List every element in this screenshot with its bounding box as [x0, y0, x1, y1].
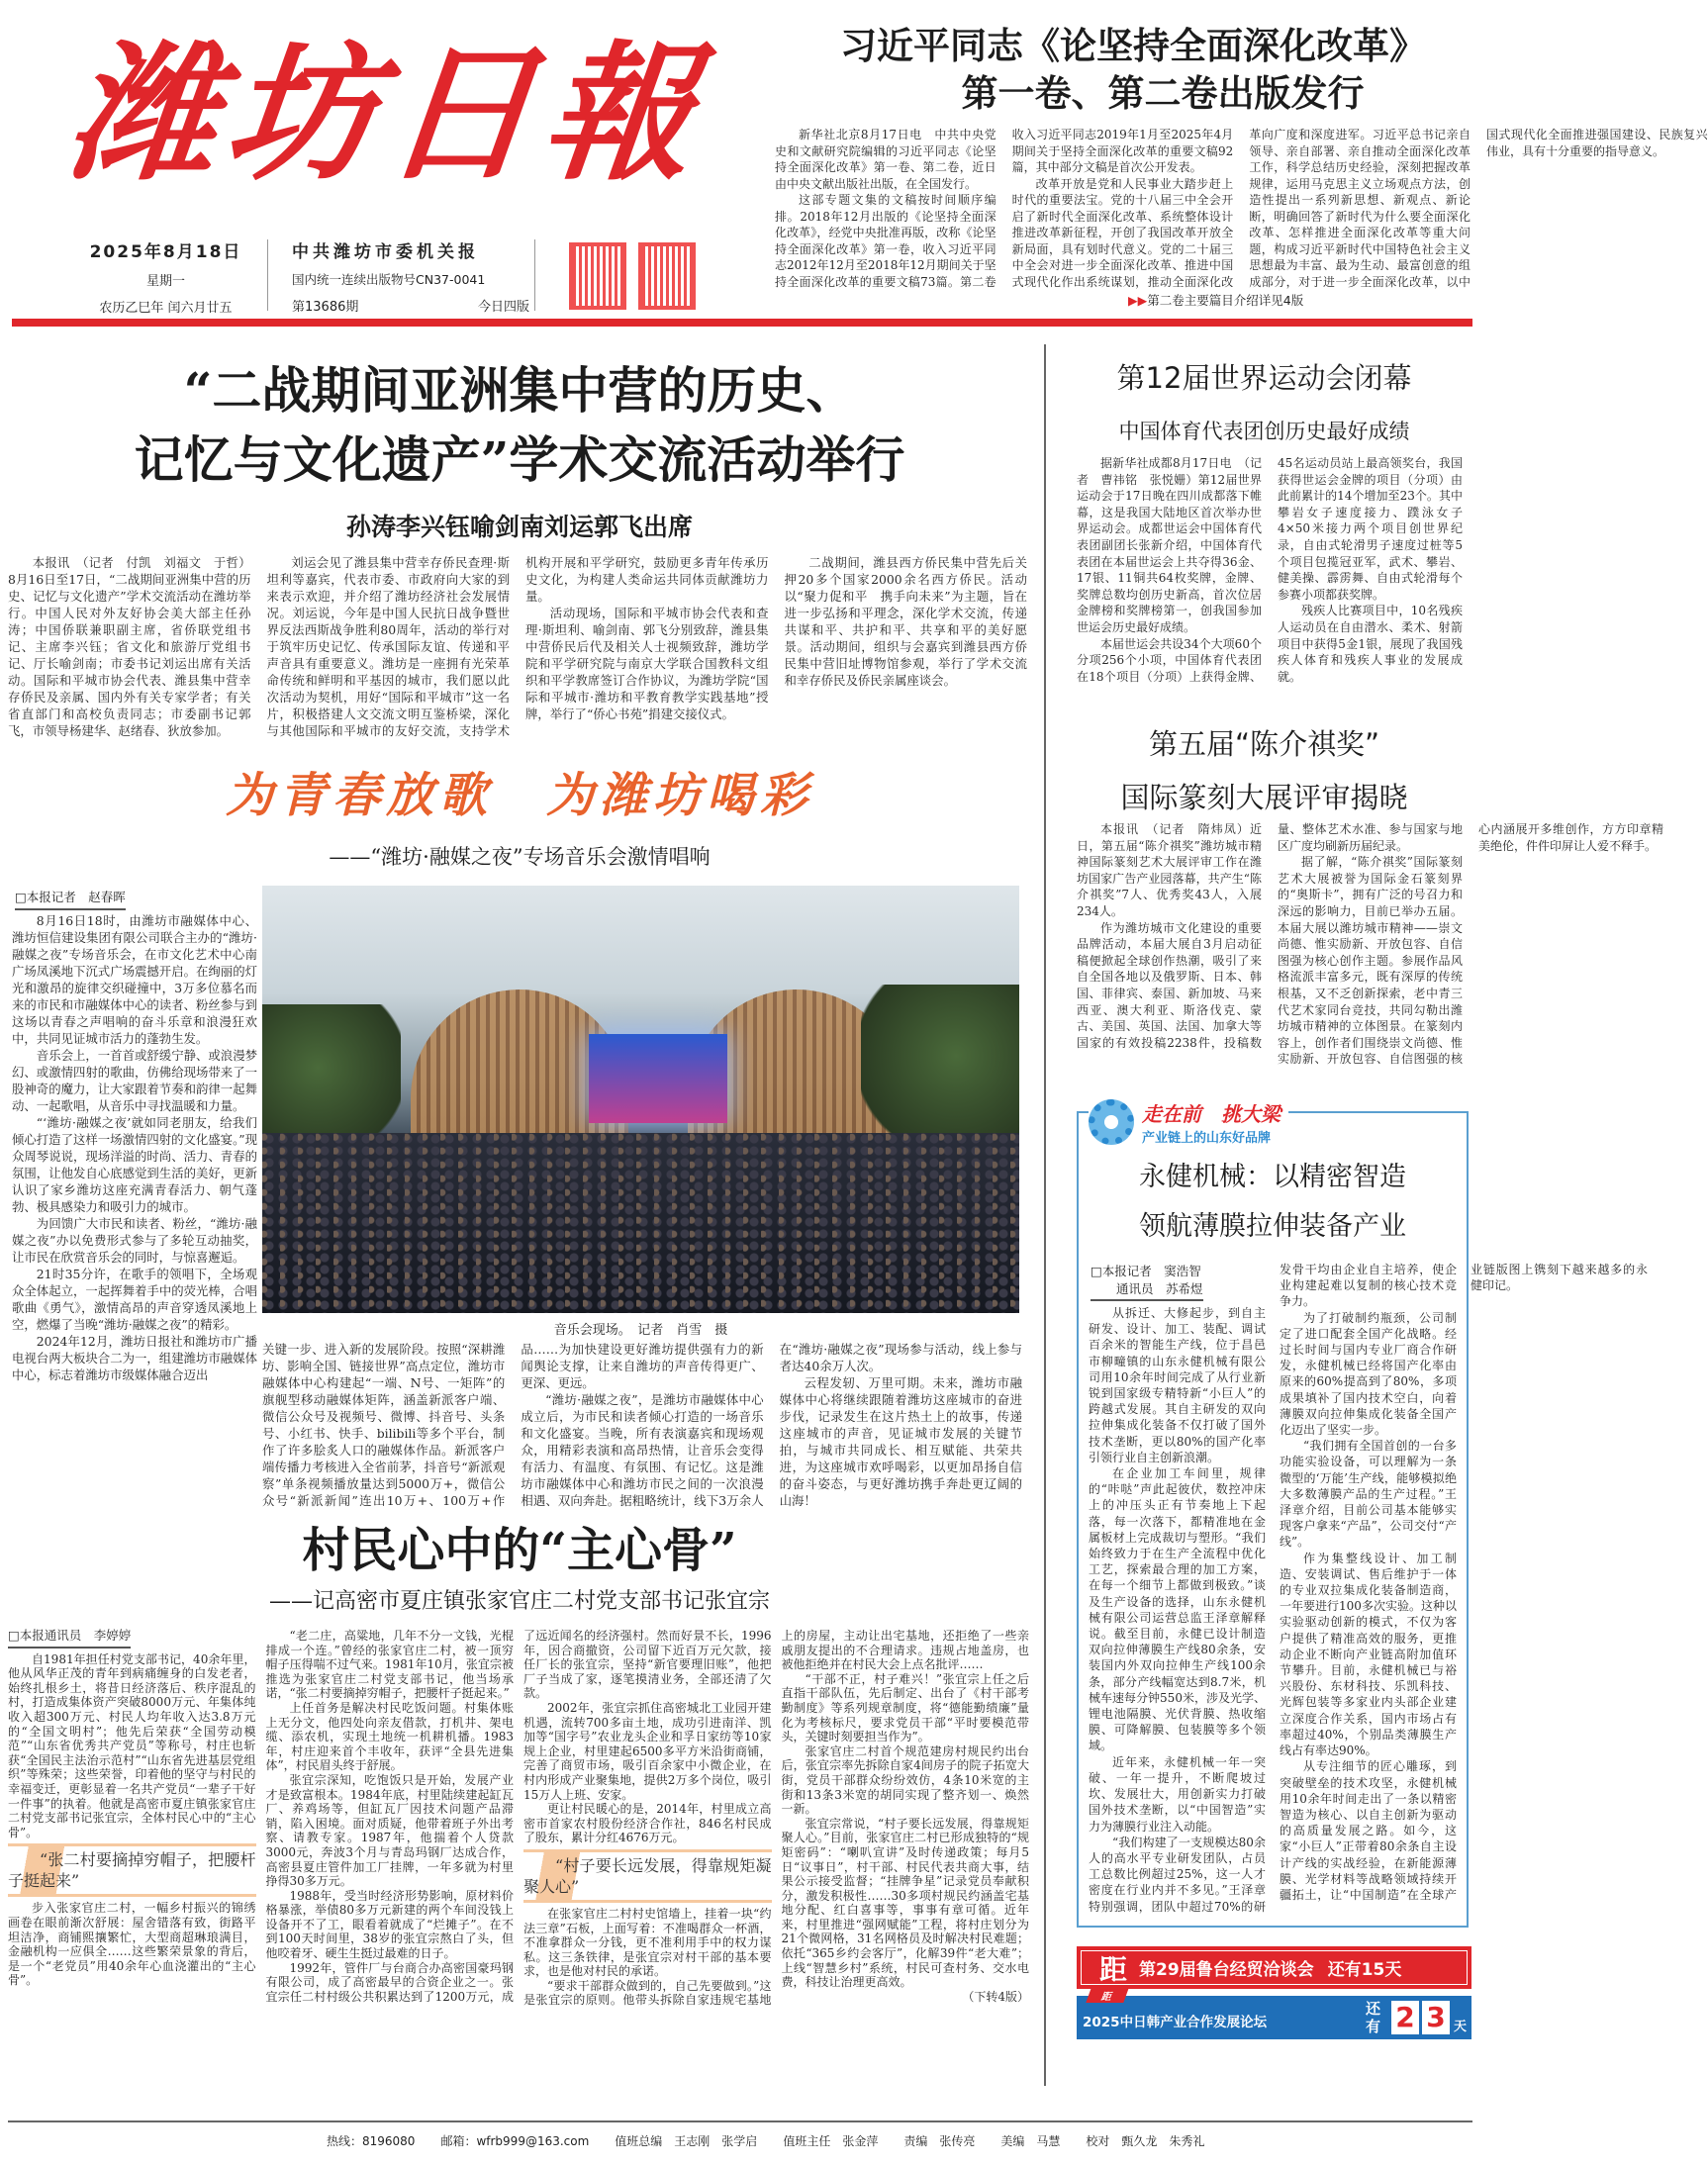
paragraph: 2002年，张宜宗抓住高密城北工业园开建机遇，流转700多亩土地，成功引进南洋、凯加等“国字号”农业龙头企业和孚日家纺等10家规上企业，村里建起6500多平方米沿街商铺，完善了商贸市场，吸引百余家中小微企业，在村内形成产业聚集地，提供2万多个岗位，吸引15万人上班、安家。	[523, 1700, 772, 1802]
byline: □本报通讯员 李婷婷	[8, 1629, 131, 1649]
paragraph: 关键一步、进入新的发展阶段。按照“深耕潍坊、影响全国、链接世界”高点定位，潍坊市融媒体中心构建起“一端、N号、一矩阵”的旗舰型移动融媒体矩阵，涵盖新派客户端、微信公众号及视频号、微博、抖音号、头条号、小红书、快手、bilibili等多个平台，制作了许多脍炙人口的融媒体作品。新派客户端传播力考核进入全省前茅，抖音号“新派观察”单条视频播放量达到5000万+，微信公众号“新派新闻”连出10万+、100万+作品……为加快建设更好潍坊提供强有力的新闻舆论支撑，让来自潍坊的声音传得更广、更深、更远。	[262, 1342, 764, 1508]
designer: 美编 马慧	[1000, 2134, 1061, 2148]
world-games-subhead: 中国体育代表团创历史最好成绩	[1118, 420, 1410, 443]
paragraph: “‘潍坊·融媒之夜’就如同老朋友，给我们倾心打造了这样一场激情四射的文化盛宴。”现众周琴说说，现场洋溢的时尚、活力、青春的氛围，让他发自心底感觉到生活的美好，更新认识了家乡潍坊这座充满青春活力、朝气蓬勃、极具感染力和吸引力的城市。	[12, 1115, 257, 1214]
paragraph: 2024年12月，潍坊日报社和潍坊市广播电视台两大板块合二为一，组建潍坊市融媒体中心，标志着潍坊市级媒体融合迈出	[12, 1334, 257, 1382]
column-title: 走在前 挑大梁	[1142, 1102, 1281, 1126]
paragraph: “要求干部群众做到的，自己先要做到。”这是张宜宗的原则。他带头拆除自家违规宅基地上的房屋，主动让出宅基地，还拒绝了一些亲戚朋友提出的不合理请求。违规占地盖房，也被他拒绝并在村民大会上点名批评……	[523, 1629, 1029, 2008]
concert-subhead: ——“潍坊·融媒之夜”专场音乐会激情唱响	[329, 845, 711, 869]
headline-line: 领航薄膜拉伸装备产业	[1139, 1211, 1406, 1242]
paragraph: 21时35分许，在歌手的领唱下，全场观众全体起立，一起挥舞着手中的荧光棒，合唱歌曲《勇气》，激情高昂的声音穿透凤溪地上空，燃爆了当晚“潍坊·融媒之夜”的精彩。	[12, 1267, 257, 1332]
paragraph: 这部专题文集的文稿按时间顺序编排。2018年12月出版的《论坚持全面深化改革》，经党中央批准再版，改称《论坚持全面深化改革》第一卷，收入习近平同志2012年12月至2018年12月期间关于坚持全面深化改革的重要文稿73篇。第二卷收入习近平同志2019年1月至2025年4月期间关于坚持全面深化改革的重要文稿92篇，其中部分文稿是首次公开发表。	[775, 128, 1234, 289]
byline-spacer	[1089, 1262, 1266, 1305]
paragraph: 1992年，管件厂与台商合办高密国豪玛钢有限公司，成了高密最早的合资企业之一。张宜宗任二村村级公共积累达到了1200万元，成了远近闻名的经济强村。然而好景不长，1996年，因合商撤资，公司留下近百万元欠款，接任厂长的张宜宗，坚持“新官要理旧账”，他把厂子当成了家，逐笔摸清业务，全部还清了欠款。	[265, 1629, 772, 2004]
concert-body-left	[12, 912, 257, 1511]
lunar-date: 农历乙巳年 闰六月廿五	[99, 301, 233, 316]
qr-code-icon[interactable]	[638, 242, 696, 310]
jump-text: 第二卷主要篇目介绍详见4版	[1147, 293, 1304, 308]
paragraph: 在张家官庄二村村史馆墙上，挂着一块“约法三章”石板，上面写着：不准喝群众一杯酒，不准拿群众一分钱，更不准利用手中的权力谋私。这三条铁律，是张宜宗对村干部的基本要求，也是他对村民的承诺。	[523, 1906, 772, 1979]
seal-headline	[1054, 717, 1474, 824]
village-headline: 村民心中的“主心骨”	[302, 1523, 737, 1578]
byline: □本报记者 窦浩智	[1091, 1264, 1201, 1278]
top-story-body	[775, 127, 1708, 290]
party-organ: 中共潍坊市委机关报	[292, 242, 479, 262]
world-games-body	[1077, 455, 1463, 688]
seal-body	[1077, 821, 1663, 1079]
headline-line: 记忆与文化遗产”学术交流活动举行	[134, 430, 905, 489]
countdown-banner-blue[interactable]	[1077, 1992, 1471, 2039]
paragraph: 作为潍坊城市文化建设的重要品牌活动，本届大展自3月启动征稿便掀起全球创作热潮，吸引了来自全国各地以及俄罗斯、日本、韩国、菲律宾、泰国、新加坡、马来西亚、澳大利亚、斯洛伐克、蒙古、美国、英国、法国、加拿大等国家的有效投稿2238件，投稿数量、整体艺术水准、参与国家与地区广度均刷新历届纪录。	[1077, 822, 1463, 1050]
headline-line: “二战期间亚洲集中营的历史、	[183, 361, 856, 420]
paragraph: 8月16日18时，由潍坊市融媒体中心、潍坊恒信建设集团有限公司联合主办的“潍坊·融媒之夜”专场音乐会，在市文化艺术中心南广场凤溪地下沉式广场震撼开启。在绚丽的灯光和激昂的旋律交织碰撞中，3万多位慕名而来的市民和市融媒体中心的读者、粉丝参与到这场以青春之声唱响的奋斗乐章和浪漫狂欢中，共同见证城市活力的蓬勃生发。	[12, 913, 257, 1046]
feature-headline	[1079, 1153, 1467, 1252]
stage-screen	[589, 1034, 727, 1123]
paragraph: 从专注细节的匠心雕琢，到突破壁垒的技术攻坚，永健机械用10余年时间走出了一条以精密智造为核心、以自主创新为驱动的高质量发展之路。如今，这家“小巨人”正带着80余条自主设计产线的实战经验，在新能源薄膜、光学材料等战略领域持续开疆拓土，让“中国制造”在全球产业链版图上镌刻下越来越多的永健印记。	[1280, 1263, 1648, 1902]
village-subhead: ——记高密市夏庄镇张家官庄二村党支部书记张宜宗	[268, 1589, 770, 1614]
paragraph: 在企业加工车间里，规律的“咔哒”声此起彼伏，数控冲床上的冲压头正有节奏地上下起落，每一次落下，都精准地在金属板材上完成裁切与塑形。“我们始终致力于在生产全流程中优化工艺，探索最合理的加工方案，在每一个细节上都做到极致。”谈及生产设备的选择，山东永健机械有限公司运营总监王泽章解释说。截至目前，永健已设计制造双向拉伸薄膜生产线80余条，安装国内外双向拉伸生产线100余条，部分产线幅宽达到8.7米，机械车速每分钟550米，涉及光学、锂电池隔膜、光伏背膜、热收缩膜、可降解膜、包装膜等多个领域。	[1089, 1466, 1266, 1753]
masthead-red-rule	[12, 319, 1472, 327]
headline-line: 第五届“陈介祺奖”	[1148, 727, 1380, 761]
divider	[267, 239, 268, 311]
paragraph: 刘运会见了潍县集中营幸存侨民查理·斯坦利等嘉宾，代表市委、市政府向大家的到来表示欢迎，并介绍了潍坊经济社会发展情况。刘运说，今年是中国人民抗日战争暨世界反法西斯战争胜利80周年，活动的举行对于筑牢历史记忆、传承国际友谊、传递和平声音具有重要意义。潍坊是一座拥有光荣革命传统和鲜明和平基因的城市，我们愿以此次活动为契机，用好“国际和平城市”这一名片，积极搭建人文交流文明互鉴桥梁，深化与其他国际和平城市的友好交流，支持学术机构开展和平学研究，鼓励更多青年传承历史文化，为构建人类命运共同体贡献潍坊力量。	[266, 555, 769, 738]
jump-link[interactable]	[1128, 291, 1303, 309]
village-byline	[8, 1629, 256, 1649]
countdown-event: 第29届鲁台经贸洽谈会	[1139, 1960, 1314, 1980]
chief-editor: 值班总编 王志刚 张学启	[615, 2134, 758, 2148]
countdown-prefix: 距	[1086, 1988, 1128, 2003]
issue-number: 第13686期	[292, 300, 359, 315]
countdown-label: 还有	[1366, 2000, 1381, 2035]
column-subtitle: 产业链上的山东好品牌	[1142, 1131, 1272, 1146]
director: 值班主任 张金萍	[783, 2134, 879, 2148]
paragraph: 本届世运会共设34个大项60个分项256个小项，中国体育代表团在18个项目（分项）上获得金牌、45名运动员站上最高领奖台，我国获得世运会金牌的项目（分项）由此前累计的14个增加至23个。其中攀岩女子速度接力、蹼泳女子4×50米接力两个项目创世界纪录，自由式轮滑男子速度过桩等5个项目包揽冠亚军，武术、攀岩、健美操、霹雳舞、自由式轮滑每个参赛小项都获奖牌。	[1077, 456, 1463, 684]
crowd	[262, 1133, 1019, 1313]
world-games-headline: 第12届世界运动会闭幕	[1116, 361, 1412, 395]
pull-quote: “张二村要摘掉穷帽子，把腰杆子挺起来”	[8, 1843, 256, 1897]
headline-line: 习近平同志《论坚持全面深化改革》	[840, 24, 1426, 67]
column-title-block	[1142, 1098, 1281, 1146]
concert-headline: 为青春放歌 为潍坊喝彩	[225, 768, 813, 823]
paragraph: 本报讯 （记者 付凯 刘福文 于哲）8月16日至17日，“二战期间亚洲集中营的历史、记忆与文化遗产”学术交流活动在潍坊举行。中国人民对外友好协会美大部主任孙涛；中国侨联兼职副主席，省侨联党组书记、主席李兴钰；省文化和旅游厅党组书记、厅长喻剑南；市委书记刘运出席有关活动。国际和平城市协会代表、潍县集中营幸存侨民及亲属、国内外有关专家学者；有关省直部门和高校负责同志；市委副书记郭飞，市领导杨建华、赵绪春、狄放参加。	[8, 555, 251, 738]
pull-quote: “村子要长远发展，得靠规矩凝聚人心”	[523, 1849, 772, 1903]
headline-line: 国际篆刻大展评审揭晓	[1120, 781, 1408, 814]
countdown-prefix: 距	[1099, 1952, 1128, 1986]
paragraph: 张宜宗深知，吃饱饭只是开始，发展产业才是致富根本。1984年底，村里陆续建起缸瓦厂、养鸡场等，但缸瓦厂因技术问题产品滞销，陷入困境。面对质疑，他带着班子外出考察、请教专家。1987年，他揣着个人贷款3000元，奔波3个月与青岛玛钢厂达成合作，高密县夏庄管件加工厂挂牌，一年多就为村里挣得30多万元。	[265, 1772, 514, 1889]
byline: 通讯员 苏希煜	[1116, 1281, 1203, 1296]
paragraph: 步入张家官庄二村，一幅乡村振兴的锦绣画卷在眼前渐次舒展：屋舍错落有致，街路平坦洁净，商铺熙攘繁忙，大型商超琳琅满目，金融机构一应俱全……这些繁荣景象的背后，是一个“老党员”用40余年心血浇灌出的“主心骨”。	[8, 1901, 256, 1988]
footer-rule	[8, 2120, 1472, 2122]
feature-body	[1089, 1262, 1648, 1915]
countdown-digit: 2	[1391, 2001, 1419, 2034]
paragraph: 改革开放是党和人民事业大踏步赶上时代的重要法宝。党的十八届三中全会开启了新时代全面深化改革、系统整体设计推进改革新征程，开创了我国改革开放全新局面，具有划时代意义。党的二十届三中全会对进一步全面深化改革、推进中国式现代化作出系统谋划，推动全面深化改革向广度和深度进军。习近平总书记亲自领导、亲自部署、亲自推动全面深化改革工作，科学总结历史经验，深刻把握改革规律，运用马克思主义立场观点方法，创造性提出一系列新思想、新观点、新论断，明确回答了新时代为什么要全面深化改革、怎样推进全面深化改革等重大问题，构成习近平新时代中国特色社会主义思想最为丰富、最为生动、最富创意的组成部分，对于进一步全面深化改革，以中国式现代化全面推进强国建设、民族复兴伟业，具有十分重要的指导意义。	[1011, 128, 1708, 289]
concert-body-bottom	[262, 1341, 1022, 1511]
paragraph: “潍坊·融媒之夜”，是潍坊市融媒体中心成立后，为市民和读者倾心打造的一场音乐和文化盛宴。当晚，所有表演嘉宾和现场观众，用精彩表演和高昂热情，让音乐会变得有活力、有温度、有氛围、有记忆。这是潍坊市融媒体中心和潍坊市民之间的一次浪漫相遇、双向奔赴。据粗略统计，线下3万余人在“潍坊·融媒之夜”现场参与活动，线上参与者达40余万人次。	[521, 1342, 1022, 1508]
paragraph: 1988年，受当时经济形势影响，原材料价格暴涨，举债80多万元新建的两个车间没钱上设备开不了工，眼看着就成了“烂摊子”。在不到100天时间里，38岁的张宜宗熬白了头，但他咬着牙、硬生生挺过最难的日子。	[265, 1888, 514, 1961]
countdown-digit: 3	[1422, 2001, 1450, 2034]
paragraph: 上任首务是解决村民吃饭问题。村集体账上无分文，他四处向亲友借款，打机井、架电缆、添农机，实现土地统一机耕机播。1983年，村庄迎来首个丰收年，获评“全县先进集体”，村民眉头终于舒展。	[265, 1700, 514, 1773]
paragraph: 残疾人比赛项目中，10名残疾人运动员在自由潜水、柔术、射箭项目中获得5金1银，展现了我国残疾人体育和残疾人事业的发展成就。	[1278, 604, 1463, 684]
paragraph: 本报讯 （记者 隋炜凤）近日，第五届“陈介祺奖”潍坊城市精神国际篆刻艺术大展评审工作在潍坊国家广告产业园落幕，共产生“陈介祺奖”7人、优秀奖43人，入展234人。	[1077, 822, 1262, 918]
top-story-headline	[792, 22, 1474, 117]
headline-line: 第一卷、第二卷出版发行	[961, 71, 1365, 115]
village-body	[8, 1629, 1029, 2118]
countdown-banner-red[interactable]	[1077, 1946, 1471, 1989]
continued-notice[interactable]: （下转4版）	[962, 1989, 1029, 2004]
byline: □本报记者 赵春晖	[15, 888, 126, 910]
hotline: 热线：8196080	[327, 2134, 416, 2148]
headline-line: 永健机械：以精密智造	[1139, 1162, 1406, 1192]
paragraph: 为了打破制约瓶颈，公司制定了进口配套全国产化战略。经过长时间与国内专业厂商合作研发，永健机械已经将国产化率由原来的60%提高到了80%，多项成果填补了国内技术空白，向着薄膜双向拉伸集成化装备全国产化迈出了坚实一步。	[1280, 1310, 1457, 1438]
paragraph: 作为集整线设计、加工制造、安装调试、售后维护于一体的专业双拉集成化装备制造商，一年要进行100多次实验。这种以实验驱动创新的模式，不仅为客户提供了精准高效的服务，更推动企业不断向产业链高附加值环节攀升。目前，永健机械已与裕兴股份、东材科技、乐凯科技、光辉包装等多家业内头部企业建立深度合作关系，国内市场占有率超过40%，个别品类薄膜生产线占有率达90%。	[1280, 1551, 1457, 1758]
newspaper-logo: 潍坊日報	[59, 27, 712, 201]
qr-code-icon[interactable]	[569, 242, 626, 310]
lead-body	[8, 554, 1027, 742]
paragraph: 为回馈广大市民和读者、粉丝，“潍坊·融媒之夜”办以免费形式参与了多轮互动抽奖，让市民在欣赏音乐会的同时，与惊喜邂逅。	[12, 1216, 257, 1265]
weekday: 星期一	[145, 274, 185, 289]
paragraph: 张宜宗常说，“村子要长远发展，得靠规矩聚人心。”目前，张家官庄二村已形成独特的“规矩密码”：“喇叭宣讲”及时传递政策；每月5日“议事日”，村干部、村民代表共商大事，结果公示接受监督；“挂牌争星”记录党员奉献积分，激发积极性……30多项村规民约涵盖宅基地分配、红白喜事等，事事有章可循。近年来，村里推进“强网赋能”工程，将村庄划分为21个微网格，31名网格员及时解决村民难题；依托“365乡约会客厅”，化解39件“老大难”；上线“智慧乡村”系统，村民可查村务、交水电费，科技让治理更高效。	[781, 1816, 1029, 1990]
paragraph: 更让村民暖心的是，2014年，村里成立高密市首家农村股份经济合作社，846名村民成了股东，累计分红4676万元。	[523, 1802, 772, 1845]
paragraph: 张家官庄二村首个规范建房村规民约出台后，张宜宗率先拆除自家4间房子的院子拓宽大街，党员干部群众纷纷效仿，4条10米宽的主街和13条3米宽的胡同实现了整齐划一、焕然一新。	[781, 1743, 1029, 1817]
masthead-info-block	[292, 237, 529, 315]
lead-subhead: 孙涛李兴钰喻剑南刘运郭飞出席	[345, 513, 693, 541]
feature-column-header	[1089, 1098, 1288, 1146]
paragraph: “老二庄，高粱地，几年不分一文钱，光棍排成一个连。”曾经的张家官庄二村，被一顶穷帽子压得喘不过气来。1981年10月，张宜宗被推选为张家官庄二村党支部书记，他当场承诺，“张二村要摘掉穷帽子，把腰杆子挺起来。”	[265, 1629, 514, 1701]
email-link[interactable]: 邮箱：wfrb999@163.com	[440, 2134, 590, 2148]
countdown-remaining: 还有15天	[1327, 1960, 1402, 1980]
paragraph: 音乐会上，一首首或舒缓宁静、或浪漫梦幻、或激情四射的歌曲，仿佛给现场带来了一股神奇的魔力，让大家跟着节奏和韵律一起舞动、一起歌唱，从音乐中寻找温暖和力量。	[12, 1048, 257, 1113]
editor: 责编 张传亮	[903, 2134, 976, 2148]
paragraph: “我们拥有全国首创的一台多功能实验设备，可以理解为一条微型的‘万能’生产线，能够模拟绝大多数薄膜产品的生产过程。”王泽章介绍，目前公司基本能够实现客户拿来“产品”，公司交付“产线”。	[1280, 1439, 1457, 1550]
paragraph: 活动现场，国际和平城市协会代表和查理·斯坦利、喻剑南、郭飞分别致辞，潍县集中营侨民后代及相关人士视频致辞，潍坊学院和平学研究院与南京大学联合国教科文组织和平学教席签订合作协议，为潍坊学院“国际和平城市·潍坊和平教育教学实践基地”授牌，举行了“侨心书苑”捐建交接仪式。	[525, 606, 769, 721]
paragraph: “我们构建了一支规模达80余人的高水平专业研发团队，占员工总数比例超过25%，这一人才密度在行业内并不多见。”王泽章特别强调，团队中超过70%的研发骨干均由企业自主培养，使企业构建起难以复制的核心技术竞争力。	[1089, 1263, 1457, 1914]
page-count: 今日四版	[477, 300, 529, 315]
paragraph: 新华社北京8月17日电 中共中央党史和文献研究院编辑的习近平同志《论坚持全面深化改革》第一卷、第二卷，近日由中央文献出版社出版，在全国发行。	[775, 128, 996, 191]
paragraph: “干部不正，村子难兴！”张宜宗上任之后直指干部队伍，先后制定、出台了《村干部考勤制度》等系列规章制度，将“德能勤绩廉”量化为考核标尺，要求党员干部“平时要模范带头，关键时刻要担当作为”。	[781, 1671, 1029, 1744]
paragraph: 近年来，永健机械一年一突破、一年一提升，不断爬坡过坎、发展壮大，用创新实力打破国外技术垄断，以“中国智造”实力为薄膜行业注入动能。	[1089, 1754, 1266, 1834]
paragraph: 二战期间，潍县西方侨民集中营先后关押20多个国家2000余名西方侨民。活动以“聚力促和平 携手向未来”为主题，旨在进一步弘扬和平理念，深化学术交流，传递共谋和平、共护和平、共享和平的美好愿景。活动期间，组织与会嘉宾到潍县西方侨民集中营旧址博物馆参观，举行了学术交流和幸存侨民及侨民亲属座谈会。	[784, 555, 1027, 688]
photo-caption: 音乐会现场。 记者 肖雪 摄	[553, 1323, 728, 1338]
countdown-unit: 天	[1454, 2020, 1468, 2034]
issue-date: 2025年8月18日	[89, 242, 242, 262]
concert-photo[interactable]	[262, 886, 1019, 1313]
gear-icon	[1089, 1099, 1134, 1145]
cn-number: 国内统一连续出版物号CN37-0041	[292, 272, 486, 287]
paragraph: 云程发轫、万里可期。未来，潍坊市融媒体中心将继续跟随着潍坊这座城市的奋进步伐，记录发生在这片热土上的故事，传递这座城市的声音，见证城市发展的关键节拍，与城市共同成长、相互赋能、共荣共进，为这座城市欢呼喝彩，以更加昂扬自信的奋斗姿态，与更好潍坊携手奔赴更辽阔的山海！	[779, 1375, 1022, 1508]
arrow-icon: ▶▶	[1128, 293, 1148, 308]
banner-inner	[1081, 1950, 1468, 1985]
footer-credits	[327, 2132, 1204, 2149]
column-divider	[1044, 344, 1046, 2086]
lead-headline	[15, 356, 1024, 495]
paragraph: 据新华社成都8月17日电 （记者 曹祎铭 张悦姗）第12届世界运动会于17日晚在四川成都落下帷幕，这是我国大陆地区首次举办世界运动会。成都世运会中国体育代表团副团长张新介绍，中国体育代表团在本届世运会上共夺得36金、17银、11铜共64枚奖牌，金牌、奖牌总数均创历史新高，首次位居金牌榜和奖牌榜第一，创我国参加世运会历史最好成绩。	[1077, 456, 1262, 634]
concert-byline	[15, 887, 126, 910]
paragraph: 自1981年担任村党支部书记，40余年里，他从风华正茂的青年到病痛缠身的白发老者，始终扎根乡土，将昔日经济落后、秩序混乱的村，打造成集体资产突破8000万元、年集体纯收入超300万元、村民人均年收入达3.8万元的“全国文明村”；他先后荣获“全国劳动模范”“山东省优秀共产党员”等称号，村庄也斩获“全国民主法治示范村”“山东省先进基层党组织”等殊荣；这些荣誉，印着他的坚守与村民的幸福变迁，更彰显着一名共产党员“一辈子干好一件事”的执着。他就是高密市夏庄镇张家官庄二村党支部书记张宜宗，全体村民心中的“主心骨”。	[8, 1651, 256, 1839]
paragraph: 据了解，“陈介祺奖”国际篆刻艺术大展被誉为国际金石篆刻界的“奥斯卡”，拥有广泛的号召力和深远的影响力，目前已举办五届。本届大展以潍坊城市精神——崇文尚德、惟实励新、开放包容、自信图强为核心创作主题。参展作品风格流派丰富多元，既有深厚的传统根基，又不乏创新探索，老中青三代艺术家同台竞技，共同勾勒出潍坊城市精神的立体图景。在篆刻内容上，创作者们围绕崇文尚德、惟实励新、开放包容、自信图强的核心内涵展开多维创作，方方印章精美绝伦，件件印屏让人爱不释手。	[1278, 822, 1663, 1067]
proofreader: 校对 甄久龙 朱秀礼	[1086, 2134, 1205, 2148]
issue-row	[292, 296, 529, 315]
countdown-event: 2025中日韩产业合作发展论坛	[1083, 2015, 1268, 2030]
paragraph: 从拆迁、大修起步，到自主研发、设计、加工、装配、调试百余米的智能生产线，位于昌邑市柳疃镇的山东永健机械有限公司用10余年时间完成了从行业新锐到国家级专精特新“小巨人”的跨越式发展。其自主研发的双向拉伸集成化装备不仅打破了国外技术垄断，更以80%的国产化率引领行业自主创新浪潮。	[1089, 1306, 1266, 1464]
divider	[534, 239, 535, 311]
masthead-date-block	[79, 237, 252, 316]
